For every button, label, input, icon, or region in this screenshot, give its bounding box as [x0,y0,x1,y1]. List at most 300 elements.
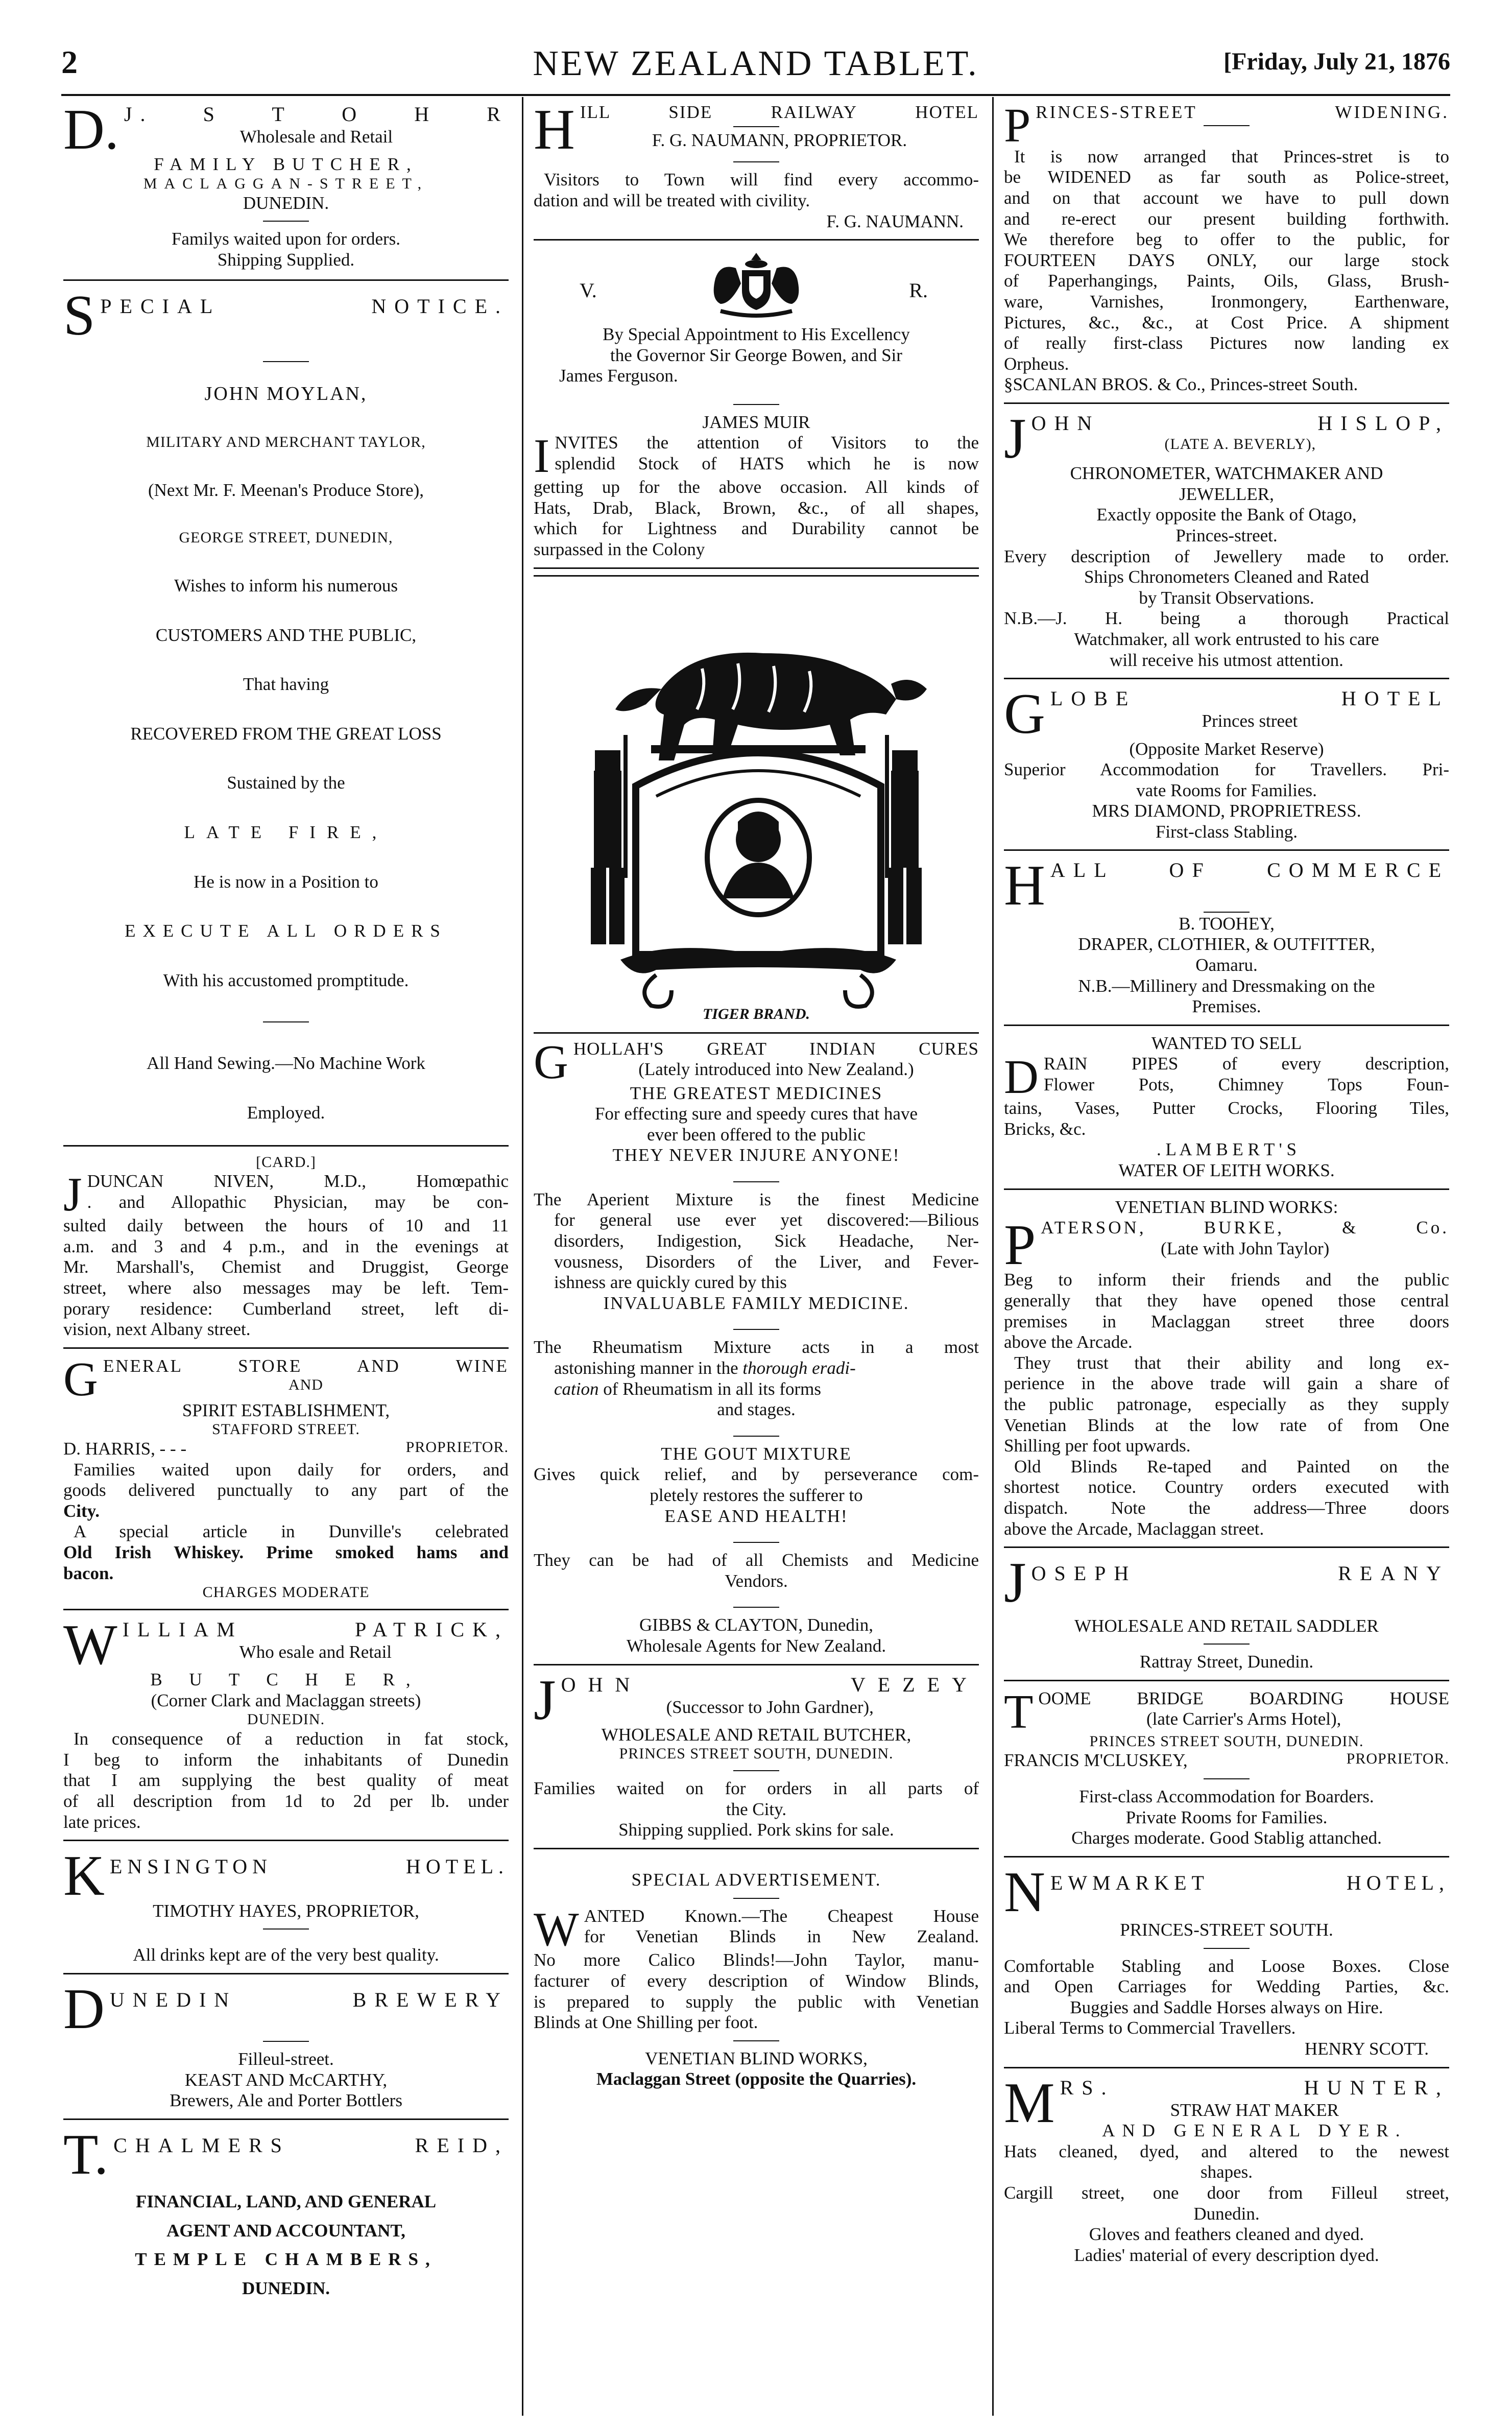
proprietor-label: PROPRIETOR. [1346,1750,1449,1768]
short-rule [733,404,779,405]
short-rule [733,1607,779,1608]
advert-line: (Corner Clark and Maclaggan streets) [151,1690,421,1710]
advert-line: Liberal Terms to Commercial Travellers. [1004,2018,1296,2038]
soldier-figure-icon [885,735,922,944]
advert-line: shapes. [1200,2162,1253,2182]
advert-line: In consequence of a reduction in fat stock, [74,1729,509,1749]
drop-cap: D [1004,1051,1039,1104]
masthead-rule [61,94,1450,96]
advert-line: We therefore beg to offer to the public, for [1004,229,1449,250]
advert-line: The Aperient Mixture is the finest Medicine [534,1189,979,1209]
advert-line: TEMPLE CHAMBERS, [135,2249,437,2270]
advert-signature: HENRY SCOTT. [1304,2038,1429,2059]
advert-heading: ILLIAM PATRICK, [122,1617,509,1641]
drop-cap: D. [63,101,119,161]
advert-line: Maclaggan Street (opposite the Quarries). [596,2069,917,2089]
advert-line: vousness, Disorders of the Liver, and Fever- [554,1251,979,1272]
advert-line: above the Arcade. [1004,1332,1133,1352]
advert-line: Princes-street. [1175,526,1278,546]
advert-line: DRAPER, CLOTHIER, & OUTFITTER, [1078,934,1375,955]
advert-line: for general use ever yet discovered:—Bilious [554,1210,979,1230]
advert-line: which for Lightness and Durability cannot be [534,518,979,539]
reid-advert [63,2123,509,2306]
advert-heading: PECIAL NOTICE. [100,295,509,318]
advert-line: Who esale and Retail [239,1641,392,1662]
advert-line: (Late with John Taylor) [1161,1238,1330,1258]
advert-line: Dunedin. [1193,2203,1260,2224]
advert-line: Old Irish Whiskey. Prime smoked hams and [63,1542,509,1562]
advert-line: Every description of Jewellery made to order. [1004,546,1449,566]
royal-cypher-v: V. [580,279,597,302]
tailor-trade: MILITARY AND MERCHANT TAYLOR, [146,433,426,450]
advert-emphasis: thorough eradi- [742,1358,856,1378]
brewery-advert [63,1977,509,2120]
advert-line: FOURTEEN DAYS ONLY, our large stock [1004,250,1449,270]
advert-line: Venetian Blinds at the low rate of from One [1004,1415,1449,1435]
drop-cap: J [63,1168,82,1222]
royal-arms-icon [700,248,812,319]
advert-line: Shipping supplied. Pork skins for sale. [618,1820,894,1840]
advert-line: Ships Chronometers Cleaned and Rated [1084,567,1369,587]
advert-line: Families waited on for orders in all parts of [534,1778,979,1799]
advert-line: Filleul-street. [238,2049,334,2069]
advert-text: astonishing manner in the [554,1358,743,1378]
advert-line: INVALUABLE FAMILY MEDICINE. [603,1293,909,1313]
short-rule [263,1928,309,1930]
paterson-advert [1004,1196,1449,1549]
advert-line: WATER OF LEITH WORKS. [1118,1160,1335,1180]
advert-line: ware, Varnishes, Ironmongery, Earthenware, [1004,291,1449,312]
advert-line: First-class Accommodation for Boarders. [1079,1786,1374,1806]
advert-line: Superior Accommodation for Travellers. Pri- [1004,759,1449,780]
advert-line: getting up for the above occasion. All kinds of [534,477,979,497]
advert-line: The Rheumatism Mixture acts in a most [534,1337,979,1358]
advert-line: Watchmaker, all work entrusted to his care [1074,629,1379,650]
advert-line: THE GREATEST MEDICINES [630,1083,883,1103]
advert-title: WANTED TO SELL [1151,1033,1302,1053]
proprietor-line [1004,1750,1449,1771]
proprietor-name: FRANCIS M'CLUSKEY, [1004,1750,1188,1771]
advert-line: RECOVERED FROM THE GREAT LOSS [130,723,442,744]
advert-line: SPIRIT ESTABLISHMENT, [182,1400,390,1420]
advert-heading: OSEPH REANY [1031,1562,1449,1585]
advert-line: the public patronage, especially as they supply [1004,1394,1449,1415]
advert-line: sulted daily between the hours of 10 and 11 [63,1216,509,1236]
advert-line: Buggies and Saddle Horses always on Hire. [1070,1997,1383,2017]
advert-heading: OHN VEZEY [561,1673,979,1696]
advert-line: Premises. [1192,996,1261,1017]
proprietor-line [63,1439,509,1460]
advert-line: street, where also messages may be left. Tem- [63,1278,509,1298]
tiger-brand-caption: TIGER BRAND. [702,1005,810,1022]
kensington-advert [63,1844,509,1974]
royal-cypher-r: R. [909,279,928,302]
advert-line: They can be had of all Chemists and Medicine [534,1550,979,1570]
drop-cap: J [534,1668,556,1732]
ghollah-text [534,1032,979,1657]
advert-line: Vendors. [725,1570,788,1591]
advert-line: GEORGE STREET, DUNEDIN, [179,529,393,546]
advert-line: TIMOTHY HAYES, PROPRIETOR, [153,1900,419,1921]
advert-heading: HOLLAH'S GREAT INDIAN CURES [573,1038,979,1059]
advert-line: Gives quick relief, and by perseverance com- [534,1464,979,1485]
advert-line: Private Rooms for Families. [1125,1807,1328,1827]
harris-advert [63,1352,509,1610]
advert-line: by Transit Observations. [1139,587,1314,608]
advert-heading: ILL SIDE RAILWAY HOTEL [580,102,979,122]
advert-line: Wishes to inform his numerous [174,576,398,596]
short-rule [263,361,309,362]
drop-cap: P [1004,1213,1036,1277]
short-rule [1204,1778,1250,1779]
advert-line: NVITES the attention of Visitors to the [555,433,979,453]
advert-line: Visitors to Town will find every accommo- [544,170,979,190]
advert-line: Brewers, Ale and Porter Bottlers [170,2090,402,2111]
advert-line: that I am supplying the best quality of meat [63,1770,509,1791]
drop-cap: N [1004,1860,1045,1924]
issue-date: [Friday, July 21, 1876 [1223,48,1450,75]
advert-line: Blinds at One Shilling per foot. [534,2012,758,2033]
advert-line: and on that account we have to pull down [1004,188,1449,208]
drop-cap: W [534,1902,579,1956]
advert-line: goods delivered punctually to any part of the [63,1480,509,1501]
advert-line: A special article in Dunville's celebrated [74,1521,509,1542]
advert-line: the City. [726,1799,787,1819]
advert-signature: §SCANLAN BROS. & Co., Princes-street South. [1004,374,1358,395]
advert-line: Beg to inform their friends and the public [1004,1270,1449,1290]
advert-line: Orpheus. [1004,353,1069,374]
short-rule [263,2041,309,2042]
short-rule [733,161,779,162]
advert-line: premises in Maclaggan street three doors [1004,1311,1449,1331]
advert-line: Oamaru. [1195,955,1258,975]
advert-heading: CHALMERS REID, [113,2133,509,2157]
advert-line: Ladies' material of every description dyed. [1074,2245,1379,2265]
advert-line: Cargill street, one door from Filleul street, [1004,2182,1449,2203]
drop-cap: K [63,1844,105,1908]
advert-heading: EWMARKET HOTEL, [1050,1871,1449,1894]
advert-line: Hats cleaned, dyed, and altered to the newest [1004,2141,1449,2161]
newspaper-title: NEW ZEALAND TABLET. [533,44,979,83]
advert-line: I beg to inform the inhabitants of Dunedin [63,1749,509,1770]
drop-cap: H [534,101,575,161]
advert-line: AGENT AND ACCOUNTANT, [166,2220,405,2241]
globe-advert [1004,682,1449,851]
advert-line: Charges moderate. Good Stablig attanched. [1071,1828,1382,1848]
advert-title: SPECIAL ADVERTISEMENT. [631,1870,881,1890]
advert-line: F. G. NAUMANN, PROPRIETOR. [652,130,907,150]
proprietor-name: D. HARRIS, - - - [63,1439,187,1459]
card-label: [CARD.] [256,1153,316,1171]
advert-line: (late Carrier's Arms Hotel), [1146,1709,1341,1729]
mcluskey-advert [1004,1687,1449,1858]
advert-line: bacon. [63,1563,114,1583]
advert-line: Shilling per foot upwards. [1004,1436,1191,1456]
advert-line: Princes street [1202,711,1298,731]
short-rule [1204,1948,1250,1949]
advert-line: STAFFORD STREET. [212,1421,360,1438]
advert-line: JEWELLER, [1179,484,1274,504]
advert-line: THE GOUT MIXTURE [661,1443,852,1464]
advert-line: Rattray Street, Dunedin. [1139,1652,1314,1672]
advert-line: WHOLESALE AND RETAIL BUTCHER, [601,1724,911,1745]
advert-line: the Governor Sir George Bowen, and Sir [610,345,902,365]
advert-line: of Paperhangings, Paints, Oils, Glass, Brush- [1004,271,1449,291]
advert-line: FINANCIAL, LAND, AND GENERAL [135,2192,437,2212]
advert-text: of Rheumatism in all its forms [598,1378,822,1399]
advert-line: disorders, Indigestion, Sick Headache, Ner- [554,1231,979,1251]
advert-line: FAMILY BUTCHER, [154,154,418,175]
muir-advert [534,247,979,569]
short-rule [733,1181,779,1182]
hislop-advert [1004,407,1449,679]
advert-line: PRINCES STREET SOUTH, DUNEDIN. [1089,1732,1364,1750]
advert-line: Shipping Supplied. [217,249,355,270]
advert-line: It is now arranged that Princes-stret is to [1014,146,1449,166]
advert-line: James Ferguson. [559,366,678,386]
advert-line: Bricks, &c. [1004,1118,1086,1139]
advert-line: MRS DIAMOND, PROPRIETRESS. [1092,801,1361,821]
advert-line: Familys waited upon for orders. [171,229,401,249]
advert-heading: UNEDIN BREWERY [109,1988,509,2011]
advert-line: (Successor to John Gardner), [666,1697,874,1717]
moylan-advert [63,284,509,1146]
advert-line: DUNEDIN. [242,2278,330,2298]
advert-line: They trust that their ability and long ex- [1014,1352,1449,1373]
advert-line: splendid Stock of HATS which he is now [555,454,979,474]
advert-line: Mr. Marshall's, Chemist and Druggist, George [63,1257,509,1277]
naumann-advert [534,101,979,241]
advert-line: DUNEDIN. [247,1711,325,1728]
advert-line: dispatch. Note the address—Three doors [1004,1498,1449,1518]
drop-cap: H [1004,854,1045,918]
advert-line: That having [243,674,329,695]
advert-line: pletely restores the sufferer to [650,1485,863,1505]
advert-line: above the Arcade, Maclaggan street. [1004,1518,1264,1539]
advert-line: CUSTOMERS AND THE PUBLIC, [155,625,417,645]
short-rule [1204,912,1250,913]
advert-line: VENETIAN BLIND WORKS, [645,2048,868,2068]
niven-advert [63,1153,509,1349]
advert-line: Wholesale and Retail [239,127,393,147]
advert-line: and Open Carriages for Wedding Parties, &c. [1004,1976,1449,1997]
stohr-advert [63,101,509,281]
short-rule [733,2040,779,2041]
advert-line: shortest notice. Country orders executed with [1004,1477,1449,1497]
advert-line: Flower Pots, Chimney Tops Foun- [1043,1074,1449,1094]
drop-cap: J [1004,1551,1026,1615]
scanlan-advert [1004,101,1449,404]
advert-line: perience in the above trade will gain a share of [1004,1373,1449,1394]
advert-line: of really first-class Pictures now landing ex [1004,333,1449,353]
drop-cap: S [63,284,95,348]
advert-line: and stages. [717,1399,796,1420]
advert-signature: F. G. NAUMANN. [826,211,964,231]
advert-line: is prepared to supply the public with Venetian [534,1991,979,2012]
advert-line: B. TOOHEY, [1179,913,1275,934]
advert-line: of all description from 1d to 2d per lb. under [63,1791,509,1812]
advert-line: . and Allopathic Physician, may be con- [87,1192,509,1212]
advert-line: (Next Mr. F. Meenan's Produce Store), [148,480,424,500]
advert-line: DUNEDIN. [243,193,329,213]
short-rule [1204,125,1250,126]
vezey-advert [534,1668,979,1849]
advert-heading: LOBE HOTEL [1050,687,1449,710]
advert-line: Sustained by the [227,773,345,793]
advert-line: for Venetian Blinds in New Zealand. [584,1926,979,1947]
advert-line: Old Blinds Re-taped and Painted on the [1014,1456,1449,1477]
advert-emphasis: cation [554,1378,599,1399]
advert-heading: OHN HISLOP, [1031,411,1449,435]
advert-line: generally that they have opened those central [1004,1291,1449,1311]
advert-line: a.m. and 3 and 4 p.m., and in the evenings at [63,1236,509,1256]
soldier-figure-icon [591,735,628,944]
advert-line: late prices. [63,1812,141,1832]
advert-line: DUNCAN NIVEN, M.D., Homœpathic [87,1171,509,1192]
advert-heading: ATERSON, BURKE, & Co. [1041,1218,1449,1238]
advert-line: MACLAGGAN-STREET, [143,175,429,192]
drop-cap: G [63,1352,98,1406]
taylor-advert [534,1855,979,2097]
advert-line: Gloves and feathers cleaned and dyed. [1089,2224,1364,2245]
advert-line: THEY NEVER INJURE ANYONE! [612,1145,900,1165]
drop-cap: W [63,1613,117,1677]
advert-line: EXECUTE ALL ORDERS [125,921,447,941]
column-3 [1004,101,1449,2410]
reany-advert [1004,1551,1449,1681]
drop-cap: G [534,1035,568,1089]
drop-cap: J [1004,407,1026,470]
short-rule [1204,1644,1250,1645]
advert-line: Comfortable Stabling and Loose Boxes. Close [1004,1956,1449,1976]
advert-line: ANTED Known.—The Cheapest House [584,1906,979,1926]
column-divider [992,97,994,2416]
advert-line: will receive his utmost attention. [1110,650,1343,670]
advert-line: KEAST AND McCARTHY, [184,2069,388,2090]
royal-warrant [534,248,979,324]
advert-line: N.B.—J. H. being a thorough Practical [1004,608,1449,629]
advert-line: B U T C H E R, [150,1670,422,1690]
advert-line: Wholesale Agents for New Zealand. [626,1635,886,1656]
column-divider [522,97,523,2416]
advert-line: WHOLESALE AND RETAIL SADDLER [1074,1615,1379,1636]
drop-cap: T [1004,1685,1034,1739]
drop-cap: G [1004,682,1045,746]
advert-line: Pictures, &c., &c., at Cost Price. A shipment [1004,312,1449,332]
advert-line: (LATE A. BEVERLY), [1164,435,1316,453]
advert-line: AND [288,1376,323,1394]
tailor-name: JOHN MOYLAN, [204,383,368,404]
advert-line: He is now in a Position to [194,871,378,892]
page-number: 2 [61,44,78,80]
advert-line: All Hand Sewing.—No Machine Work [147,1053,425,1074]
advert-heading: RS. HUNTER, [1060,2076,1449,2099]
advert-line: surpassed in the Colony [534,539,705,560]
advert-line: AND GENERAL DYER. [1102,2121,1407,2141]
proprietor-label: PROPRIETOR. [405,1439,509,1456]
advert-line: vate Rooms for Families. [1136,780,1317,800]
advert-line: With his accustomed promptitude. [163,970,409,990]
advert-line: Exactly opposite the Bank of Otago, [1096,505,1357,525]
advert-line: Hats, Drab, Black, Brown, &c., of all shapes, [534,497,979,518]
tiger-brand-illustration [534,582,979,1031]
hunter-advert [1004,2071,1449,2273]
advert-line: LATE FIRE, [184,822,388,843]
advert-line: First-class Stabling. [1155,821,1298,842]
advert-line: facturer of every description of Window Blinds, [534,1971,979,1991]
advert-heading: OOME BRIDGE BOARDING HOUSE [1038,1688,1449,1708]
advert-line: CHARGES MODERATE [202,1584,370,1601]
advert-line: Families waited upon daily for orders, and [74,1459,509,1480]
short-rule [733,1898,779,1899]
advert-line: STRAW HAT MAKER [1170,2100,1339,2120]
advert-title: VENETIAN BLIND WORKS: [1115,1197,1338,1217]
advert-heading: J. S T O H R [124,103,509,126]
advert-heading: ENSINGTON HOTEL. [109,1855,509,1878]
drop-cap: D [63,1977,105,2041]
advert-line: ishness are quickly cured by this [554,1272,787,1293]
advert-line: RAIN PIPES of every description, [1043,1054,1449,1074]
advert-line: porary residence: Cumberland street, left di- [63,1298,509,1319]
patrick-advert [63,1613,509,1841]
drop-cap: I [534,430,550,483]
advert-line: GIBBS & CLAYTON, Dunedin, [639,1615,873,1635]
advert-line: City. [63,1501,100,1521]
drop-cap: T. [63,2123,109,2186]
advert-line [534,1379,979,1400]
advert-line: N.B.—Millinery and Dressmaking on the [1078,975,1375,996]
short-rule [263,221,309,222]
newmarket-advert [1004,1860,1449,2068]
short-rule [733,1436,779,1437]
advert-line: dation and will be treated with civility. [534,190,810,210]
advert-line: All drinks kept are of the very best quality. [133,1945,439,1965]
advert-line: CHRONOMETER, WATCHMAKER AND [1070,463,1383,484]
advert-line: EASE AND HEALTH! [664,1506,848,1526]
short-rule [733,126,779,127]
advert-line [534,1358,979,1379]
advert-line: For effecting sure and speedy cures that have [594,1104,918,1124]
advert-line: ever been offered to the public [647,1124,866,1145]
advert-line: and re-erect our present building forthwith. [1004,208,1449,229]
drop-cap: M [1004,2071,1055,2135]
column-1 [63,101,509,2410]
short-rule [263,1021,309,1022]
advert-line: (Opposite Market Reserve) [1129,739,1324,759]
column-2 [534,101,979,2410]
toohey-advert [1004,854,1449,1026]
advert-line: tains, Vases, Putter Crocks, Flooring Tiles, [1004,1098,1449,1118]
advert-line: (Lately introduced into New Zealand.) [638,1059,914,1080]
hatter-name: JAMES MUIR [702,412,810,432]
advert-line: No more Calico Blinds!—John Taylor, manu- [534,1950,979,1970]
short-rule [733,1770,779,1771]
short-rule [733,1542,779,1543]
advert-line: vision, next Albany street. [63,1319,251,1340]
advert-line: By Special Appointment to His Excellency [603,324,910,345]
advert-line: be WIDENED as far south as Police-street, [1004,167,1449,187]
masthead [61,43,1450,87]
advert-heading: ENERAL STORE AND WINE [103,1355,509,1376]
advert-heading: RINCES-STREET WIDENING. [1036,102,1449,122]
advert-heading: ALL OF COMMERCE [1050,859,1449,882]
ghollah-advert [534,575,979,1665]
lambert-advert [1004,1032,1449,1190]
advert-line: . L A M B E R T ' S [1156,1139,1297,1160]
advert-line: PRINCES STREET SOUTH, DUNEDIN. [619,1745,894,1763]
drop-cap: P [1004,101,1031,152]
short-rule [733,1329,779,1330]
